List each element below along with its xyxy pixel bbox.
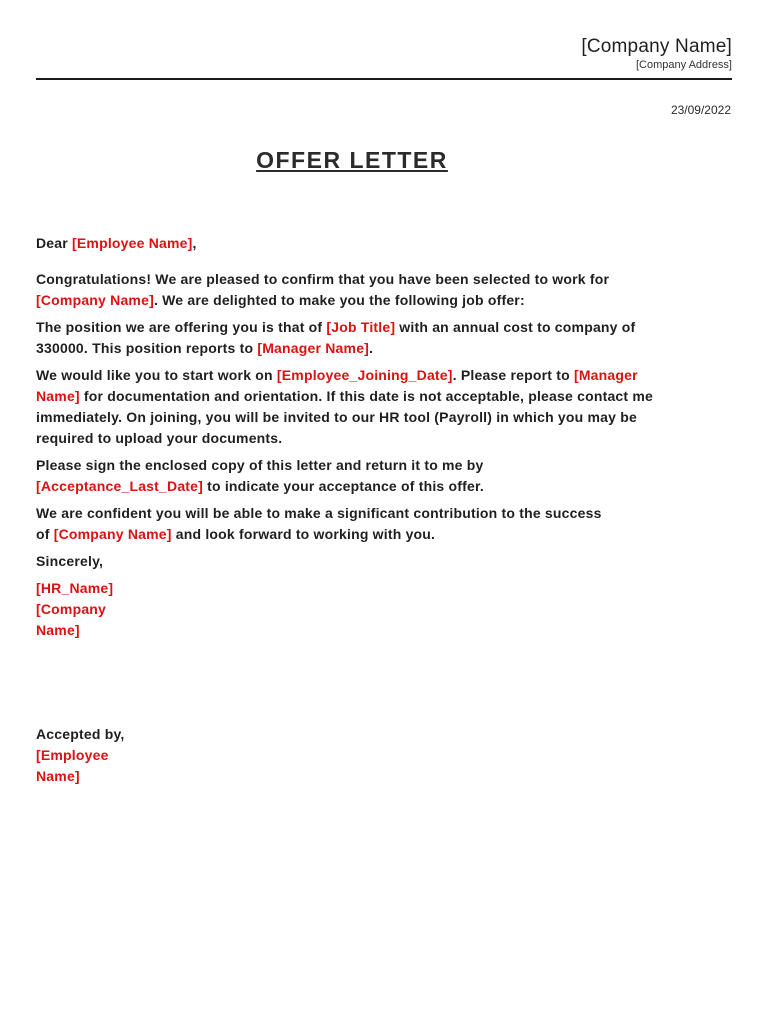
placeholder-field: [Employee Name] bbox=[72, 235, 193, 251]
letter-paragraph bbox=[36, 233, 737, 254]
placeholder-field: [Employee bbox=[36, 747, 109, 763]
letterhead bbox=[36, 0, 732, 80]
text-run: . We are delighted to make you the following job offer: bbox=[153, 292, 525, 308]
text-run: . bbox=[369, 340, 374, 356]
letter-title: OFFER LETTER bbox=[256, 147, 448, 173]
text-line: Accepted by, bbox=[36, 726, 125, 742]
text-run: Dear bbox=[36, 235, 73, 251]
text-run: Please sign the enclosed copy of this letter and return it to me by bbox=[36, 457, 484, 473]
placeholder-field: Name] bbox=[36, 388, 80, 404]
text-run: Sincerely, bbox=[36, 553, 104, 569]
letter-paragraph bbox=[36, 455, 737, 497]
text-run: , bbox=[192, 235, 197, 251]
title-row bbox=[0, 147, 768, 173]
placeholder-field: [Manager bbox=[573, 367, 638, 383]
text-run: Congratulations! We are pleased to confirm that you have been selected to work for bbox=[36, 271, 610, 287]
letter-body bbox=[36, 233, 737, 572]
text-run: . Please report to bbox=[452, 367, 574, 383]
accepted-by-block bbox=[36, 724, 768, 787]
text-run: to indicate your acceptance of this offer. bbox=[203, 478, 484, 494]
text-run: of bbox=[36, 526, 54, 542]
placeholder-field: [Company bbox=[36, 601, 107, 617]
text-run: 330000. This position reports to bbox=[36, 340, 258, 356]
placeholder-field: [Job Title] bbox=[326, 319, 396, 335]
text-run: The position we are offering you is that of bbox=[36, 319, 327, 335]
text-run: for documentation and orientation. If this date is not acceptable, please contact me bbox=[79, 388, 654, 404]
letter-paragraph bbox=[36, 503, 737, 545]
text-run: with an annual cost to company of bbox=[395, 319, 636, 335]
placeholder-field: [Company Name] bbox=[53, 526, 172, 542]
text-run: required to upload your documents. bbox=[36, 430, 283, 446]
text-run: and look forward to working with you. bbox=[171, 526, 436, 542]
placeholder-field: [Manager Name] bbox=[257, 340, 370, 356]
placeholder-field: [Acceptance_Last_Date] bbox=[36, 478, 204, 494]
text-run: We are confident you will be able to make a significant contribution to the success bbox=[36, 505, 602, 521]
company-name: [Company Name] bbox=[581, 36, 732, 57]
placeholder-field: [Company Name] bbox=[36, 292, 154, 308]
text-run: We would like you to start work on bbox=[36, 367, 277, 383]
letter-paragraph bbox=[36, 317, 737, 359]
letter-paragraph bbox=[36, 365, 737, 449]
placeholder-field: [HR_Name] bbox=[36, 580, 114, 596]
letter-paragraph bbox=[36, 269, 737, 311]
text-run: immediately. On joining, you will be invited to our HR tool (Payroll) in which you may be bbox=[36, 409, 637, 425]
placeholder-field: [Employee_Joining_Date] bbox=[276, 367, 453, 383]
hr-signature-block bbox=[36, 578, 768, 641]
placeholder-field: Name] bbox=[36, 768, 80, 784]
letter-paragraph bbox=[36, 551, 737, 572]
placeholder-field: Name] bbox=[36, 622, 80, 638]
company-address: [Company Address] bbox=[636, 59, 732, 71]
letter-date: 23/09/2022 bbox=[670, 103, 731, 117]
